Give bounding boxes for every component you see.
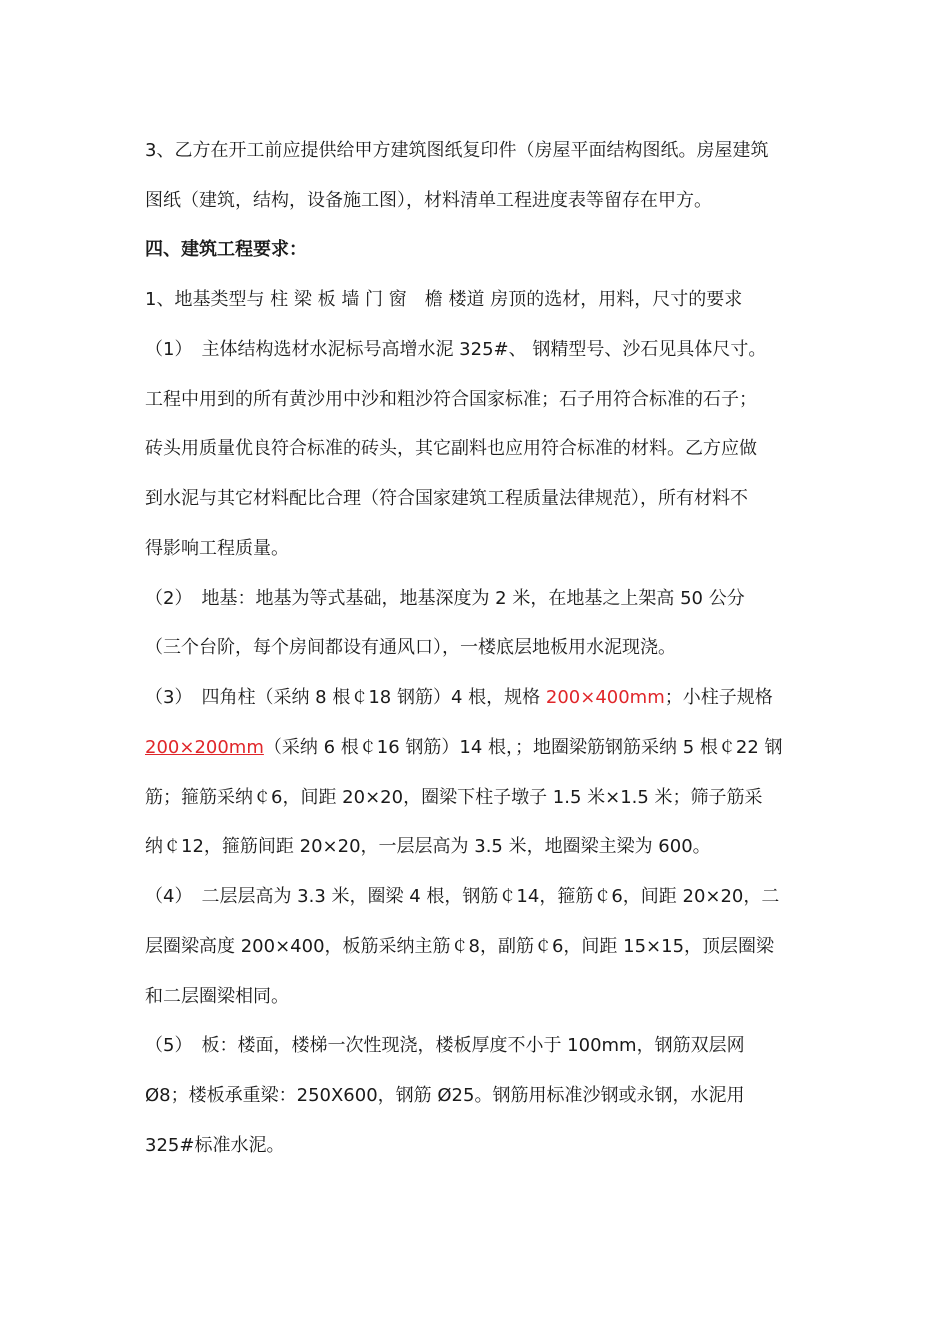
item-5-line-2: Ø8；楼板承重梁：250X600，钢筋 Ø25。钢筋用标准沙钢或永钢，水泥用 xyxy=(145,1085,745,1106)
item-1-sub-1-line-2: 工程中用到的所有黄沙用中沙和粗沙符合国家标准；石子用符合标准的石子； xyxy=(145,389,757,410)
item-1-sub-1-line-3: 砖头用质量优良符合标准的砖头，其它副料也应用符合标准的材料。乙方应做 xyxy=(145,438,757,459)
item-3-line-4: 纳￠12，箍筋间距 20×20，一层层高为 3.5 米，地圈梁主梁为 600。 xyxy=(145,836,711,857)
item-4-line-1: （4） 二层层高为 3.3 米，圈梁 4 根，钢筋￠14，箍筋￠6，间距 20×20，二 xyxy=(145,886,780,907)
paragraph-3-line-1: 3、乙方在开工前应提供给甲方建筑图纸复印件（房屋平面结构图纸。房屋建筑 xyxy=(145,140,769,161)
item-1-sub-1-line-4: 到水泥与其它材料配比合理（符合国家建筑工程质量法律规范），所有材料不 xyxy=(145,488,748,509)
item-2-line-2: （三个台阶，每个房间都设有通风口），一楼底层地板用水泥现浇。 xyxy=(145,637,676,658)
item-3-line-2 xyxy=(145,736,783,760)
paragraph-3-line-2: 图纸（建筑，结构，设备施工图），材料清单工程进度表等留存在甲方。 xyxy=(145,190,712,211)
item-5-line-3: 325#标准水泥。 xyxy=(145,1135,285,1156)
item-3-line-1 xyxy=(145,686,773,710)
item-1-heading: 1、地基类型与 柱 梁 板 墙 门 窗 檐 楼道 房顶的选材，用料，尺寸的要求 xyxy=(145,289,743,310)
section-heading: 四、建筑工程要求： xyxy=(145,239,307,260)
item-2-line-1: （2） 地基：地基为等式基础，地基深度为 2 米，在地基之上架高 50 公分 xyxy=(145,588,745,609)
spec-highlight-2: 200×200mm xyxy=(145,737,264,758)
item-4-line-2: 层圈梁高度 200×400，板筋采纳主筋￠8，副筋￠6，间距 15×15，顶层圈梁 xyxy=(145,936,775,957)
item-5-line-1: （5） 板：楼面，楼梯一次性现浇，楼板厚度不小于 100mm，钢筋双层网 xyxy=(145,1035,745,1056)
item-3-line-2-rest: （采纳 6 根￠16 钢筋）14 根，；地圈梁筋钢筋采纳 5 根￠22 钢 xyxy=(263,737,783,758)
item-1-sub-1-line-5: 得影响工程质量。 xyxy=(145,538,289,559)
item-1-sub-1-line-1: （1） 主体结构选材水泥标号高增水泥 325#、 钢精型号、沙石见具体尺寸。 xyxy=(145,339,767,360)
item-4-line-3: 和二层圈梁相同。 xyxy=(145,986,289,1007)
item-3-prefix: （3） 四角柱（采纳 8 根￠18 钢筋）4 根，规格 xyxy=(145,687,546,708)
spec-highlight-1: 200×400mm xyxy=(545,687,665,708)
item-3-line-3: 筋；箍筋采纳￠6，间距 20×20，圈梁下柱子墩子 1.5 米×1.5 米；筛子筋采 xyxy=(145,787,763,808)
item-3-suffix: ；小柱子规格 xyxy=(664,687,773,708)
